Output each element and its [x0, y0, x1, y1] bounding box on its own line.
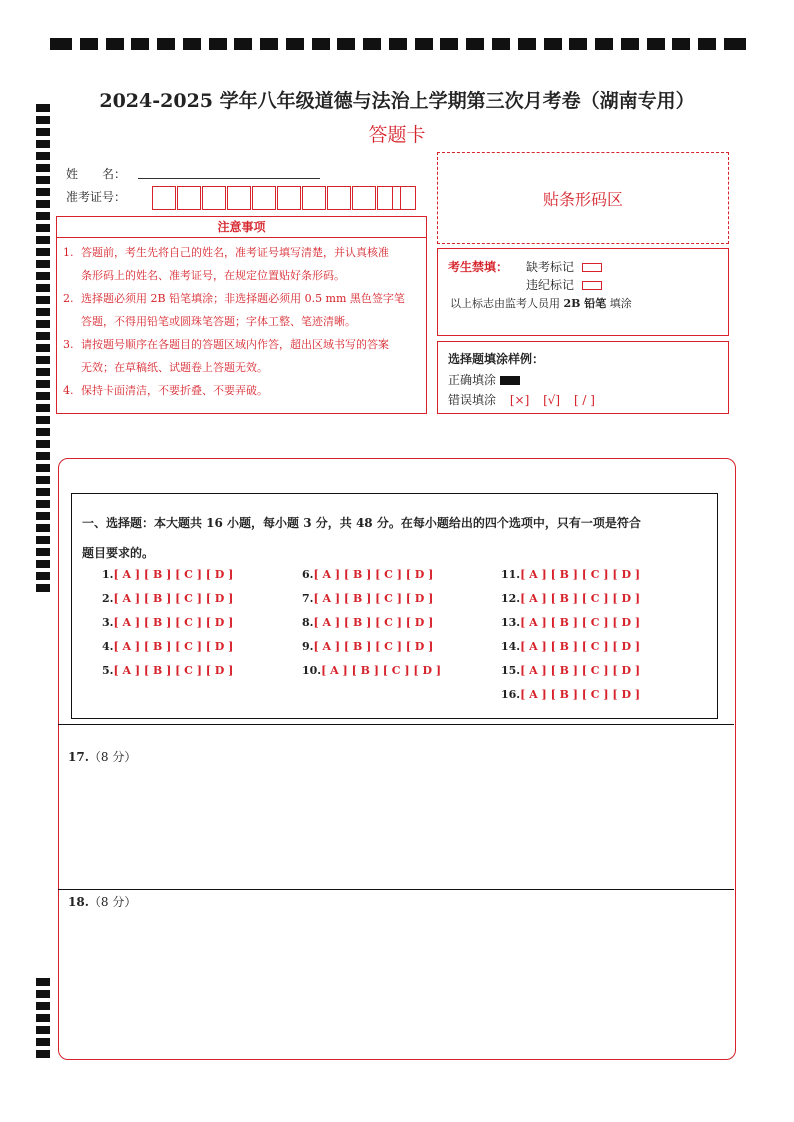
choice-question-8[interactable]: 8.[ A ] [ B ] [ C ] [ D ] — [302, 616, 434, 629]
timing-marks-left-2 — [36, 978, 50, 1062]
exam-id-label: 准考证号： — [66, 190, 127, 204]
notice-item-2: 2. 选择题必须用 2B 铅笔填涂；非选择题必须用 0.5 mm 黑色签字笔 答题，不得用铅笔或圆珠笔答题；字体工整、笔迹清晰。 — [63, 292, 405, 328]
choice-question-5[interactable]: 5.[ A ] [ B ] [ C ] [ D ] — [102, 664, 234, 677]
q18-answer-area[interactable] — [60, 915, 732, 1055]
page-title: 2024-2025 学年八年级道德与法治上学期第三次月考卷（湖南专用） — [99, 90, 695, 112]
prohibition-label: 考生禁填： — [448, 260, 509, 274]
choice-question-4[interactable]: 4.[ A ] [ B ] [ C ] [ D ] — [102, 640, 234, 653]
notice-item-4: 4. 保持卡面清洁，不要折叠、不要弄破。 — [63, 384, 268, 397]
fill-example-box — [437, 341, 729, 414]
timing-marks-left-1 — [36, 104, 50, 596]
filled-mark-icon — [500, 376, 520, 385]
absent-mark[interactable]: 缺考标记 — [526, 258, 602, 275]
prohibition-box — [437, 248, 729, 336]
page-subtitle: 答题卡 — [368, 124, 426, 146]
choice-section-title: 一、选择题：本大题共 16 小题，每小题 3 分，共 48 分。在每小题给出的四个选项中，只有一项是符合 题目要求的。 — [82, 516, 641, 560]
choice-question-11[interactable]: 11.[ A ] [ B ] [ C ] [ D ] — [501, 568, 641, 581]
divider-1 — [58, 724, 734, 725]
notice-heading: 注意事项 — [57, 217, 426, 238]
choice-section — [71, 493, 718, 719]
q17-label: 17.（8 分） — [68, 750, 137, 764]
q17-answer-area[interactable] — [60, 770, 732, 885]
choice-question-6[interactable]: 6.[ A ] [ B ] [ C ] [ D ] — [302, 568, 434, 581]
choice-question-7[interactable]: 7.[ A ] [ B ] [ C ] [ D ] — [302, 592, 434, 605]
choice-question-13[interactable]: 13.[ A ] [ B ] [ C ] [ D ] — [501, 616, 641, 629]
fill-example-title: 选择题填涂样例： — [448, 352, 545, 366]
choice-question-1[interactable]: 1.[ A ] [ B ] [ C ] [ D ] — [102, 568, 234, 581]
wrong-fill: 错误填涂 [×] [√] [ / ] — [448, 393, 595, 407]
choice-question-9[interactable]: 9.[ A ] [ B ] [ C ] [ D ] — [302, 640, 434, 653]
violation-mark[interactable]: 违纪标记 — [526, 276, 602, 293]
correct-fill: 正确填涂 — [448, 371, 520, 388]
choice-question-12[interactable]: 12.[ A ] [ B ] [ C ] [ D ] — [501, 592, 641, 605]
choice-question-3[interactable]: 3.[ A ] [ B ] [ C ] [ D ] — [102, 616, 234, 629]
notice-box — [56, 216, 427, 414]
notice-item-1: 1. 答题前，考生先将自己的姓名，准考证号填写清楚，并认真核准 条形码上的姓名、准考证号，在规定位置贴好条形码。 — [63, 246, 389, 282]
q18-label: 18.（8 分） — [68, 895, 137, 909]
name-label: 姓 名： — [66, 167, 127, 181]
name-field[interactable] — [138, 178, 320, 179]
timing-marks-top — [50, 38, 746, 50]
choice-question-10[interactable]: 10.[ A ] [ B ] [ C ] [ D ] — [302, 664, 442, 677]
notice-item-3: 3. 请按题号顺序在各题目的答题区域内作答，超出区域书写的答案 无效；在草稿纸、试题卷上答题无效。 — [63, 338, 389, 374]
barcode-area: 贴条形码区 — [437, 152, 729, 244]
choice-question-15[interactable]: 15.[ A ] [ B ] [ C ] [ D ] — [501, 664, 641, 677]
prohibition-note: 以上标志由监考人员用 2B 铅笔 填涂 — [450, 297, 632, 310]
choice-question-2[interactable]: 2.[ A ] [ B ] [ C ] [ D ] — [102, 592, 234, 605]
choice-question-16[interactable]: 16.[ A ] [ B ] [ C ] [ D ] — [501, 688, 641, 701]
divider-2 — [58, 889, 734, 890]
choice-question-14[interactable]: 14.[ A ] [ B ] [ C ] [ D ] — [501, 640, 641, 653]
